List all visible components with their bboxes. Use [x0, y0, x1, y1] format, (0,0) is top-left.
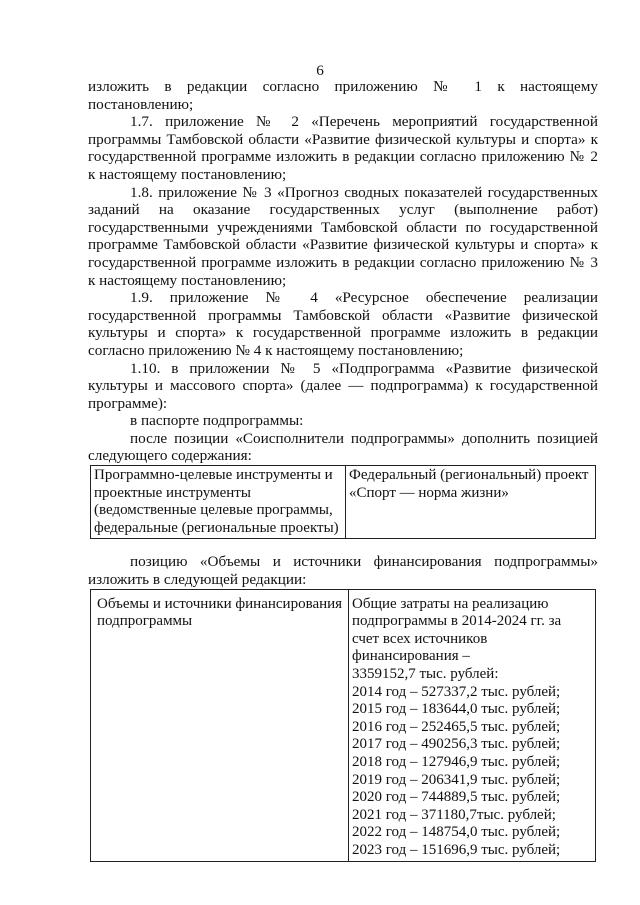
table-cell-right: Федеральный (региональный) проект «Спорт — норма жизни»: [346, 466, 596, 539]
table-row: [91, 466, 596, 539]
financing-line: Общие затраты на реализацию: [352, 595, 549, 612]
table-program-instruments: [90, 465, 596, 539]
paragraph-1-8: 1.8. приложение № 3 «Прогноз сводных показателей государственных заданий на оказание государственных услуг (выполнение работ) государственными учреждениями Тамбовской области по государственной программе Тамбовской области «Развитие физической культуры и спорта» к государственной программе изложить в редакции согласно приложению № 3 к настоящему постановлению;: [88, 183, 598, 289]
financing-year-2015: 2015 год – 183644,0 тыс. рублей;: [352, 701, 561, 718]
financing-year-2016: 2016 год – 252465,5 тыс. рублей;: [352, 718, 561, 735]
paragraph-1-9: 1.9. приложение № 4 «Ресурсное обеспечение реализации государственной программы Тамбовской области «Развитие физической культуры и спорта» к государственной программе изложить в редакции согласно приложению № 4 к настоящему постановлению;: [88, 289, 598, 359]
financing-year-2021: 2021 год – 371180,7тыс. рублей;: [352, 806, 556, 823]
table-financing: [90, 589, 596, 862]
table-cell-left: Объемы и источники финансирования подпрограммы: [91, 589, 349, 861]
paragraph-after-position: после позиции «Соисполнители подпрограммы» дополнить позицией следующего содержания:: [88, 429, 598, 465]
paragraph-1-10: 1.10. в приложении № 5 «Подпрограмма «Развитие физической культуры и массового спорта» (далее — подпрограмма) к государственной программе):: [88, 359, 598, 412]
financing-year-2020: 2020 год – 744889,5 тыс. рублей;: [352, 789, 561, 806]
financing-year-2018: 2018 год – 127946,9 тыс. рублей;: [352, 753, 561, 770]
financing-total: 3359152,7 тыс. рублей:: [352, 666, 499, 682]
financing-year-2019: 2019 год – 206341,9 тыс. рублей;: [352, 771, 561, 788]
paragraph-1: изложить в редакции согласно приложению № 1 к настоящему постановлению;: [88, 78, 598, 113]
table-cell-left: Программно-целевые инструменты и проектные инструменты (ведомственные целевые программы, федеральные (региональные проекты): [91, 466, 346, 539]
financing-line: счет всех источников: [352, 630, 488, 647]
document-body: [88, 78, 598, 862]
table-cell-right: [349, 589, 596, 861]
paragraph-1-7: 1.7. приложение № 2 «Перечень мероприятий государственной программы Тамбовской области «Развитие физической культуры и спорта» к государственной программе изложить в редакции согласно приложению № 2 к настоящему постановлению;: [88, 113, 598, 183]
financing-year-2014: 2014 год – 527337,2 тыс. рублей;: [352, 683, 561, 700]
financing-year-2022: 2022 год – 148754,0 тыс. рублей;: [352, 824, 561, 841]
page-number: 6: [316, 62, 324, 79]
table-row: [91, 589, 596, 861]
financing-line: финансирования –: [352, 648, 470, 665]
financing-line: подпрограммы в 2014-2024 гг. за: [352, 613, 562, 630]
paragraph-volumes: позицию «Объемы и источники финансирования подпрограммы» изложить в следующей редакции:: [88, 553, 598, 589]
financing-year-2017: 2017 год – 490256,3 тыс. рублей;: [352, 736, 561, 753]
paragraph-passport: в паспорте подпрограммы:: [130, 412, 304, 430]
financing-year-2023: 2023 год – 151696,9 тыс. рублей;: [352, 841, 561, 858]
